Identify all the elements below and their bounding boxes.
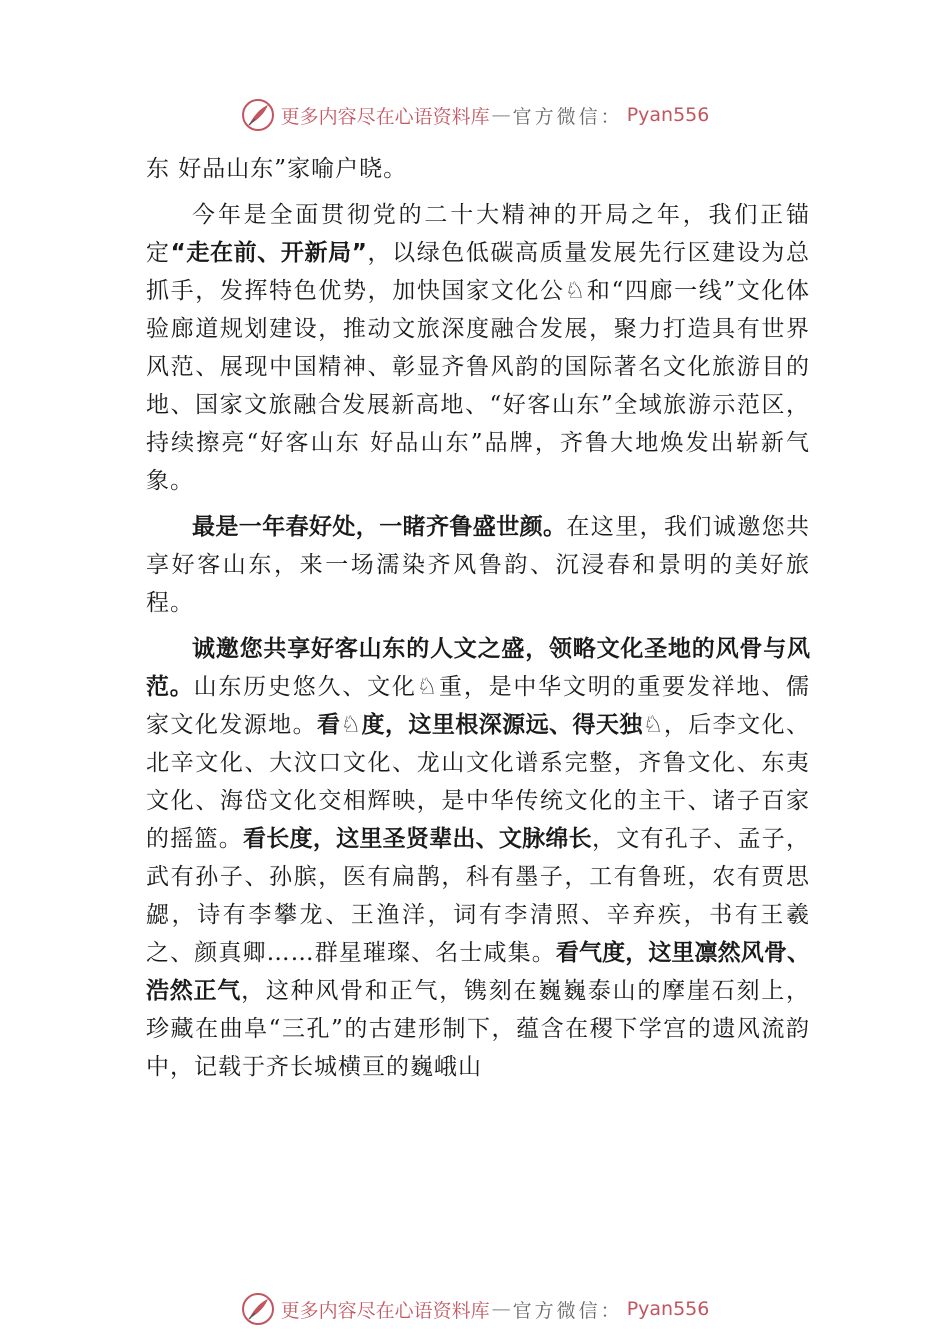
text-run: 今年是全面贯彻党的二十大精神的开局之年，我们正锚定	[146, 202, 810, 266]
watermark-wechat-id: Pyan556	[626, 104, 710, 126]
watermark-wechat-label: 官方微信：	[512, 1299, 623, 1322]
watermark-text: 更多内容尽在心语资料库	[280, 1299, 490, 1322]
watermark-wechat-label: 官方微信：	[512, 105, 623, 128]
paragraph	[146, 196, 810, 500]
text-run: 在这里，我们诚邀您共享好客山东，来一场濡染齐风鲁韵、沉浸春和景明的美好旅程。	[146, 514, 811, 616]
watermark-text: 更多内容尽在心语资料库	[280, 105, 490, 128]
bold-phrase: 看♘度，这里根深源远、得天独♘	[317, 712, 664, 738]
watermark-wechat-id: Pyan556	[626, 1298, 710, 1320]
text-run: 东 好品山东”家喻户晓。	[146, 156, 408, 182]
watermark-dash: —	[491, 104, 511, 126]
text-run: ，以绿色低碳高质量发展先行区建设为总抓手，发挥特色优势，加快国家文化公♘和“四廊一线”文化体验廊道规划建设，推动文旅深度融合发展，聚力打造具有世界风范、展现中国精神、彰显齐鲁风韵的国际著名文化旅游目的地、国家文旅融合发展新高地、“好客山东”全域旅游示范区，持续擦亮“好客山东 好品山东”品牌，齐鲁大地焕发出崭新气象。	[146, 240, 811, 494]
bold-phrase: 看长度，这里圣贤辈出、文脉绵长	[243, 826, 592, 852]
bold-phrase: 诚邀您共享好客山东的人文之盛，领略文化圣地的风骨与风范。	[146, 636, 810, 700]
quill-logo-icon	[241, 1292, 275, 1326]
text-run: ，文有孔子、孟子，武有孙子、孙膑，医有扁鹊，科有墨子，工有鲁班，农有贾思勰，诗有李攀龙、王渔洋，词有李清照、辛弃疾，书有王羲之、颜真卿……群星璀璨、名士咸集。	[146, 826, 811, 966]
paragraph	[146, 630, 810, 1086]
bold-phrase: 看气度，这里凛然风骨、浩然正气	[146, 940, 811, 1004]
footer-watermark	[0, 1289, 950, 1329]
text-run: ，后李文化、北辛文化、大汶口文化、龙山文化谱系完整，齐鲁文化、东夷文化、海岱文化交相辉映，是中华传统文化的主干、诸子百家的摇篮。	[146, 712, 811, 852]
text-run: ，这种风骨和正气，镌刻在巍巍泰山的摩崖石刻上，珍藏在曲阜“三孔”的古建形制下，蕴含在稷下学宫的遗风流韵中，记载于齐长城横亘的巍峨山	[146, 978, 811, 1080]
quill-logo-icon	[241, 98, 275, 132]
document-body	[146, 150, 810, 1086]
paragraph	[146, 150, 810, 188]
text-run: 山东历史悠久、文化♘重，是中华文明的重要发祥地、儒家文化发源地。	[146, 674, 811, 738]
watermark-dash: —	[491, 1298, 511, 1320]
paragraph	[146, 508, 810, 622]
bold-phrase: 最是一年春好处，一睹齐鲁盛世颜。	[192, 514, 567, 540]
header-watermark	[0, 95, 950, 135]
bold-phrase: “走在前、开新局”	[170, 240, 367, 266]
